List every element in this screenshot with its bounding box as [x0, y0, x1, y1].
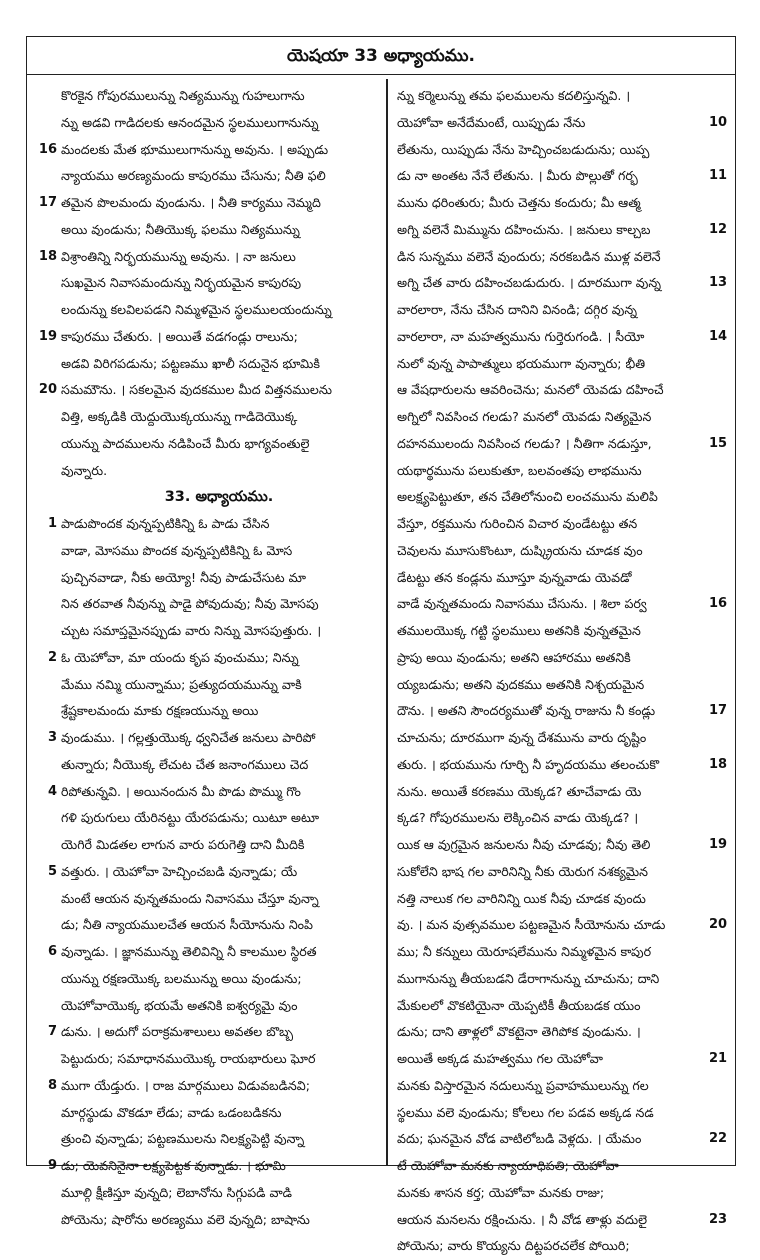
verse-number: 17: [709, 703, 728, 719]
line-text: న్యాయము అరణ్యమందు కాపురము చేసును; నీతి ఫలి: [61, 168, 326, 184]
text-line: [397, 484, 705, 511]
text-line: [61, 886, 377, 913]
line-text: డేటట్టు తన కండ్లను మూస్తూ వున్నవాడు యెవడో: [397, 569, 632, 585]
text-line: [397, 752, 728, 779]
verse-number: 3: [47, 730, 57, 745]
line-text: అడవి విరిగపడును; పట్టణము ఖాలీ సదునైన భూమికి: [61, 355, 320, 371]
line-text: వత్తురు. । యెహోవా హెచ్చించబడి వున్నాడు; యే: [61, 863, 298, 879]
line-text: యెగిరే మిడతల లాగున వారు పరుగెత్తి దాని మీదికి: [61, 837, 305, 852]
text-line: [397, 1207, 728, 1234]
text-line: [397, 1100, 705, 1127]
line-text: చూచును; దూరముగా వున్న దేశమును వారు దృష్టిం: [397, 730, 647, 745]
column-divider: [386, 79, 388, 1165]
text-line: [47, 1073, 377, 1100]
line-text: పుచ్చినవాడా, నీకు అయ్యో! నీవు పాడుచేసుట మా: [61, 569, 306, 585]
line-text: ఆయన మనలను రక్షించును. । నీ వోడ తాళ్లు వదులై: [397, 1211, 648, 1227]
text-line: [61, 1207, 377, 1234]
line-text: కాపురము చేతురు. । అయితే వడగండ్లు రాలును;: [61, 328, 298, 344]
text-columns: [27, 79, 735, 1254]
verse-number: 18: [38, 248, 57, 264]
verse-number: 16: [709, 596, 728, 612]
text-line: [397, 110, 728, 137]
line-text: శ్రేష్టకాలమందు మాకు రక్షణయున్ను అయి: [61, 703, 259, 719]
text-line: [38, 324, 377, 351]
line-text: వారలారా, నేను చేసిన దానిని వినండి; దగ్గిర వున్న: [397, 302, 637, 317]
line-text: తమైన పొలమందు వుండును. । నీతి కార్యము నెమ్మది: [61, 195, 321, 210]
text-line: [397, 886, 705, 913]
line-text: ఓ యెహోవా, మా యందు కృప వుంచుము; నిన్ను: [61, 649, 299, 665]
line-text: యెహోవా అనేదేమంటే, యిప్పుడు నేను: [397, 114, 586, 130]
text-line: [397, 1019, 705, 1046]
line-text: రిపోతున్నవి. । అయినందున మీ పొడు పొమ్ము గొం: [61, 783, 301, 799]
text-line: [397, 779, 705, 806]
line-text: యెహోవాయొక్క భయమే అతనికి ఐశ్వర్యమై వుం: [61, 997, 298, 1013]
text-line: [61, 538, 377, 565]
line-text: స్థలము వలె వుండును; కోలలు గల పడవ అక్కడ నడ: [397, 1104, 654, 1120]
line-text: డు; యెవనినైనా లక్ష్యపెట్టక వున్నాడు. । భూమి: [61, 1158, 286, 1173]
text-line: [61, 163, 377, 190]
text-line: [397, 1233, 705, 1260]
text-line: [397, 351, 705, 378]
line-text: తములయొక్క గట్టి స్థలములు అతనికి వున్నతమైన: [397, 623, 641, 638]
text-line: [397, 966, 705, 993]
text-line: [61, 431, 377, 458]
text-line: [397, 538, 705, 565]
line-text: దౌను. । అతని సౌందర్యముతో వున్న రాజును నీ కండ్లు: [397, 703, 656, 719]
text-line: [61, 993, 377, 1020]
verse-number: 16: [38, 141, 57, 157]
text-line: [397, 511, 705, 538]
text-line: [397, 163, 728, 190]
line-text: అగ్నిలో నివసించ గలడు? మనలో యెవడు నిత్యమైన: [397, 409, 652, 424]
text-line: [397, 1073, 705, 1100]
verse-number: 15: [709, 435, 728, 451]
line-text: విత్తి, అక్కడికి యెద్దుయొక్కయున్ను గాడిదెయొక్క: [61, 409, 298, 424]
line-text: అగ్ని వలెనే మిమ్మును దహించును. । జనులు కాల్చబ: [397, 221, 651, 237]
line-text: పోయెను; షారోను అరణ్యము వలె వున్నది; బాషాను: [61, 1211, 310, 1227]
line-text: ఆ వేషధారులను ఆవరించెను; మనలో యెవడు దహించే: [397, 382, 664, 398]
text-line: [397, 565, 705, 592]
text-line: [397, 217, 728, 244]
line-text: న్ను అడవి గాడిదలకు ఆనందమైన స్థలములుగానున్ను: [61, 114, 319, 130]
scripture-page: [26, 36, 736, 1254]
text-line: [397, 939, 705, 966]
text-line: [397, 645, 705, 672]
text-line: [47, 779, 377, 806]
verse-number: 6: [47, 944, 57, 959]
line-text: వాడా, మోసము పొందక వున్నప్పటికిన్ని ఓ మోస: [61, 542, 293, 558]
text-line: [61, 1046, 377, 1073]
line-text: విశ్రాంతిన్ని నిర్భయమున్ను అవును. । నా జనులు: [61, 248, 296, 264]
text-line: [397, 1046, 728, 1073]
line-text: వు. । మన వుత్సవముల పట్టణమైన సీయోనును చూడు: [397, 917, 666, 933]
verse-number: 22: [709, 1131, 728, 1147]
line-text: యున్ను రక్షణయొక్క బలమున్ను అయి వుండును;: [61, 970, 302, 986]
text-line: [61, 752, 377, 779]
text-line: [397, 297, 705, 324]
text-line: [61, 912, 377, 939]
line-text: చెవులను మూసుకొంటూ, దుష్క్రియను చూడక వుం: [397, 542, 643, 558]
text-line: [397, 832, 728, 859]
line-text: నత్తి నాలుక గల వారినిన్ని యిక నీవు చూడక వుందు: [397, 890, 646, 906]
line-text: మనకు శాసన కర్త; యెహోవా మనకు రాజు;: [397, 1184, 605, 1200]
text-line: [47, 511, 377, 538]
verse-number: 10: [709, 114, 728, 130]
line-text: మంటే ఆయన వున్నతమందు నివాసము చేస్తూ వున్నా: [61, 890, 319, 906]
text-line: [397, 270, 728, 297]
line-text: డు నా అంతట నేనే లేతును. । మీరు పొల్లుతో గర్భ: [397, 168, 638, 184]
text-line: [61, 1126, 377, 1153]
verse-number: 5: [47, 863, 57, 879]
text-line: [61, 217, 377, 244]
line-text: డును; దాని తాళ్లలో వొకటైనా తెగిపోక వుండును. ।: [397, 1024, 641, 1040]
line-text: ముగానున్ను తీయబడని డేరాగానున్ను చూచును; దాని: [397, 970, 660, 986]
page-header: [27, 37, 735, 75]
line-text: టే యెహోవా మనకు న్యాయాధిపతి; యెహోవా: [397, 1158, 619, 1173]
line-text: ప్రాపు అయి వుండును; అతని ఆహారము అతనికి: [397, 649, 631, 665]
text-line: [47, 1153, 377, 1180]
line-text: యథార్థమును పలుకుతూ, బలవంతపు లాభమును: [397, 462, 642, 478]
text-line: [38, 190, 377, 217]
line-text: వారలారా, నా మహత్వమును గుర్తెరుగండి. । సీయో: [397, 328, 645, 344]
line-text: పోయెను; వారు కొయ్యను దిట్టపరచలేక పోయిరి;: [397, 1238, 630, 1254]
text-line: [61, 458, 377, 485]
line-text: అలక్ష్యపెట్టుతూ, తన చేతిలోనుంచి లంచమును మలిపి: [397, 489, 658, 505]
line-text: మేము నమ్మి యున్నాము; ప్రత్యుదయమున్ను వాకి: [61, 676, 302, 692]
line-text: లందున్ను కలవిలపడని నిమ్మళమైన స్థలములయందున్ను: [61, 302, 332, 317]
verse-number: 17: [38, 195, 57, 210]
line-text: మేకులలో వొకటియైనా యెప్పటికీ తీయబడక యుం: [397, 997, 641, 1013]
line-text: వాడే వున్నతమందు నివాసము చేసును. । శిలా పర్వ: [397, 596, 647, 612]
text-line: [397, 1153, 705, 1180]
line-text: అయి వుండును; నీతియొక్క ఫలము నిత్యమున్ను: [61, 221, 300, 237]
chapter-heading: [61, 484, 377, 511]
line-text: వున్నారు.: [61, 462, 108, 478]
text-line: [61, 110, 377, 137]
verse-number: 4: [47, 783, 57, 799]
text-line: [397, 1180, 705, 1207]
line-text: న్ను కర్మెలున్ను తమ ఫలములను కదలిస్తున్నవి. ।: [397, 88, 631, 103]
text-line: [61, 351, 377, 378]
right-column: [389, 83, 737, 1254]
text-line: [38, 244, 377, 271]
text-line: [397, 324, 728, 351]
line-text: తురు. । భయమును గూర్చి నీ హృదయము తలంచుకొ: [397, 756, 660, 772]
text-line: [61, 618, 377, 645]
text-line: [47, 645, 377, 672]
verse-number: 1: [47, 516, 57, 531]
verse-number: 20: [709, 917, 728, 933]
line-text: అగ్ని చేత వారు దహించబడుదురు. । దూరముగా వున్న: [397, 275, 661, 291]
text-line: [397, 83, 705, 110]
line-text: సుఖమైన నివాసమందున్ను నిర్భయమైన కాపురపు: [61, 275, 302, 291]
text-line: [61, 1180, 377, 1207]
line-text: క్కడ? గోపురములను లెక్కించిన వాడు యెక్కడ? ।: [397, 810, 639, 826]
text-line: [61, 966, 377, 993]
line-text: కొరకైన గోపురములున్ను నిత్యమున్ను గుహలుగాను: [61, 88, 305, 103]
line-text: పాడుపొందక వున్నప్పటికిన్ని ఓ పాడు చేసిన: [61, 516, 270, 531]
text-line: [61, 565, 377, 592]
verse-number: 12: [709, 221, 728, 237]
text-line: [397, 805, 705, 832]
verse-number: 19: [709, 837, 728, 852]
verse-number: 13: [709, 275, 728, 291]
line-text: లేతును, యిప్పుడు నేను హెచ్చించబడుదును; యిప్ప: [397, 141, 650, 157]
text-line: [47, 1019, 377, 1046]
line-text: య్యబడును; అతని వుదకము అతనికి నిశ్చయమైన: [397, 676, 645, 692]
line-text: పెట్టుదురు; సమాధానముయొక్క రాయభారులు ఘోర: [61, 1051, 316, 1066]
verse-number: 18: [709, 756, 728, 772]
line-text: తున్నారు; నీయొక్క లేచుట చేత జనాంగములు చెద: [61, 756, 309, 772]
text-line: [47, 859, 377, 886]
line-text: యున్ను పాదములను నడిపించే మీరు భాగ్యవంతులై: [61, 435, 310, 451]
line-text: చ్చుట సమాప్తమైనప్పుడు వారు నిన్ను మోసపుత్తురు. ।: [61, 623, 322, 638]
verse-number: 20: [38, 382, 57, 398]
text-line: [397, 431, 728, 458]
line-text: సమమౌను. । సకలమైన వుదకముల మీద విత్తనములను: [61, 382, 333, 398]
text-line: [397, 912, 728, 939]
text-line: [397, 725, 705, 752]
text-line: [61, 270, 377, 297]
verse-number: 2: [47, 649, 57, 665]
text-line: [61, 297, 377, 324]
line-text: మూల్గి క్షీణిస్తూ వున్నది; లెబానోను సిగ్గుపడి వాడి: [61, 1184, 292, 1200]
line-text: ముగా యేడ్తురు. । రాజ మార్గములు విడువబడినవి;: [61, 1077, 310, 1093]
text-line: [397, 698, 728, 725]
line-text: నులో వున్న పాపాత్ములు భయముగా వున్నారు; భీతి: [397, 355, 646, 371]
text-line: [61, 832, 377, 859]
line-text: వదు; ఘనమైన వోడ వాటిలోబడి వెళ్లదు. । యేమం: [397, 1131, 642, 1147]
line-text: డు; నీతి న్యాయములచేత ఆయన సీయోనును నింపి: [61, 917, 314, 933]
text-line: [397, 993, 705, 1020]
text-line: [47, 725, 377, 752]
line-text: నిన తరవాత నీవున్ను పాడై పోవుదువు; నీవు మోసపు: [61, 596, 319, 612]
text-line: [38, 377, 377, 404]
verse-number: 19: [38, 328, 57, 344]
text-line: [61, 1100, 377, 1127]
line-text: మార్గస్థుడు వొకడూ లేడు; వాడు ఒడంబడికను: [61, 1104, 282, 1120]
left-column: [27, 83, 383, 1227]
text-line: [61, 672, 377, 699]
line-text: దహనములందు నివసించ గలడు? । నీతిగా నడుస్తూ,: [397, 435, 652, 451]
text-line: [397, 137, 705, 164]
text-line: [61, 404, 377, 431]
verse-number: 21: [709, 1051, 728, 1066]
line-text: నును. అయితే కరణము యెక్కడ? తూచేవాడు యె: [397, 783, 642, 799]
text-line: [47, 939, 377, 966]
line-text: వేస్తూ, రక్తమును గురించిన విచార వుండేటట్టు తన: [397, 516, 638, 531]
line-text: మందలకు మేత భూములుగానున్ను అవును. । అప్పుడు: [61, 141, 329, 157]
line-text: అయితే అక్కడ మహత్వము గల యెహోవా: [397, 1051, 603, 1066]
text-line: [397, 377, 705, 404]
text-line: [38, 137, 377, 164]
text-line: [61, 805, 377, 832]
verse-number: 8: [47, 1077, 57, 1093]
text-line: [397, 404, 705, 431]
text-line: [397, 1126, 728, 1153]
verse-number: 14: [709, 328, 728, 344]
line-text: వున్నాడు. । జ్ఞానమున్ను తెలివిన్ని నీ కాలముల స్థిరత: [61, 944, 317, 959]
text-line: [397, 591, 728, 618]
text-line: [61, 83, 377, 110]
text-line: [61, 591, 377, 618]
line-text: మనకు విస్తారమైన నదులున్ను ప్రవాహములున్ను గల: [397, 1077, 649, 1093]
line-text: గళి పురుగులు యేరినట్టు యేరపడును; యిటూ అటూ: [61, 810, 320, 826]
verse-number: 11: [709, 168, 728, 184]
text-line: [397, 190, 705, 217]
line-text: డును. । అదుగో పరాక్రమశాలులు అవతల బొబ్బ: [61, 1024, 294, 1040]
line-text: ము; నీ కన్నులు యెరూషలేమును నిమ్మళమైన కాపుర: [397, 944, 652, 959]
line-text: త్రుంచి వున్నాడు; పట్టణములను నిలక్ష్యపెట్టి వున్నా: [61, 1131, 305, 1147]
text-line: [397, 618, 705, 645]
line-text: సుకోలేని భాష గల వారినిన్ని నీకు యెరుగ నశక్యమైన: [397, 863, 648, 879]
page-title: యెషయా 33 అధ్యాయము.: [286, 46, 476, 66]
text-line: [397, 244, 705, 271]
verse-number: 9: [47, 1158, 57, 1173]
verse-number: 7: [47, 1024, 57, 1040]
text-line: [397, 859, 705, 886]
text-line: [397, 458, 705, 485]
line-text: మును ధరింతురు; మీరు చెత్తను కందురు; మీ ఆత్మ: [397, 195, 641, 210]
line-text: వుండుము. । గల్లత్తుయొక్క ధ్వనిచేత జనులు పారిపో: [61, 730, 316, 745]
line-text: 33. అధ్యాయము.: [164, 489, 274, 506]
line-text: యిక ఆ వుగ్రమైన జనులను నీవు చూడవు; నీవు తెలి: [397, 837, 651, 852]
text-line: [61, 698, 377, 725]
text-line: [397, 672, 705, 699]
line-text: డిన సున్నము వలెనే వుందురు; నరకబడిన ముళ్ల వలెనే: [397, 248, 661, 264]
verse-number: 23: [709, 1211, 728, 1227]
